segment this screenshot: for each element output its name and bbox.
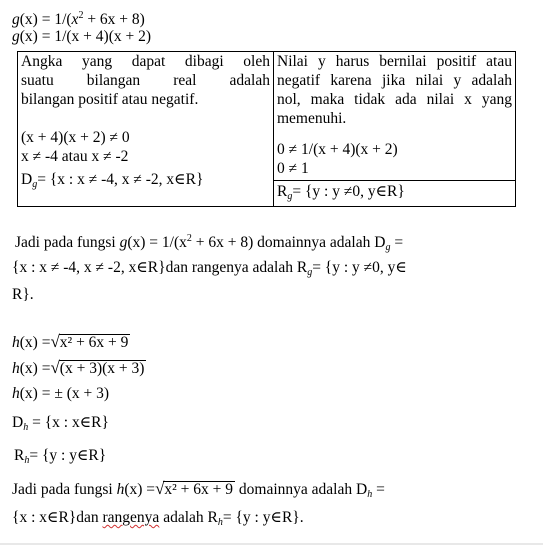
h-domain: $D_h = \{x$ : x∈R} xyxy=(12,414,109,433)
range-explanation-line-3: nol, maka tidak ada nilai x yang xyxy=(277,91,512,108)
spellcheck-underlined-word: rangenya xyxy=(102,509,160,526)
h-conclusion-line-2: {x : x∈R}dan rangenya adalah $R_h= \{y$ : y∈R}. xyxy=(12,509,304,528)
range-explanation-line-4: memenuhi. xyxy=(277,110,347,127)
domain-result: $D_g= \{x$ : x ≠ -4, x ≠ -2, x∈R} xyxy=(21,171,204,190)
range-explanation-line-2: negatif karena jika nilai y adalah xyxy=(277,72,512,89)
range-result: $R_g= \{y$ : y ≠0, y∈R} xyxy=(274,180,515,206)
domain-equation-2: x ≠ -4 atau x ≠ -2 xyxy=(21,148,129,165)
g-definition-line-1: $g(x) = 1/(x^2 + 6x + 8)$ xyxy=(12,10,145,28)
h-definition-line-2: h(x) =√(x + 3)(x + 3) xyxy=(12,358,145,377)
domain-range-table xyxy=(17,51,516,207)
domain-explanation-line-1: Angka yang dapat dibagi oleh xyxy=(21,53,270,70)
g-conclusion-line-1: Jadi pada fungsi $g(x) = 1/(x^2 + 6x + 8)$ domainnya adalah $D_g$ = xyxy=(15,233,404,253)
range-equation-2: 0 ≠ 1 xyxy=(277,160,309,177)
domain-equation-1: (x + 4)(x + 2) ≠ 0 xyxy=(21,129,130,146)
h-definition-line-3: h(x) = ± (x + 3) xyxy=(12,385,110,402)
h-definition-line-1: h(x) =√x² + 6x + 9 xyxy=(12,332,129,351)
domain-explanation-line-3: bilangan positif atau negatif. xyxy=(21,91,199,108)
domain-explanation-line-2: suatu bilangan real adalah xyxy=(21,72,270,89)
g-conclusion-line-2: {x : x ≠ -4, x ≠ -2, x∈R}dan rangenya adalah $R_g= \{y$ : y ≠0, y∈ xyxy=(12,259,407,278)
range-cell xyxy=(274,52,516,207)
h-range: $R_h= \{y$ : y∈R} xyxy=(14,447,107,466)
g-definition-line-2: g(x) = 1/(x + 4)(x + 2) xyxy=(12,28,152,45)
range-explanation-line-1: Nilai y harus bernilai positif atau xyxy=(277,53,512,70)
g-conclusion-line-3: R}. xyxy=(12,286,34,303)
range-equation-1: 0 ≠ 1/(x + 4)(x + 2) xyxy=(277,141,398,158)
domain-cell xyxy=(18,52,274,207)
page-bottom-edge xyxy=(0,543,543,545)
h-conclusion-line-1: Jadi pada fungsi h(x) =√x² + 6x + 9 domainnya adalah $D_h$ = xyxy=(12,479,385,500)
